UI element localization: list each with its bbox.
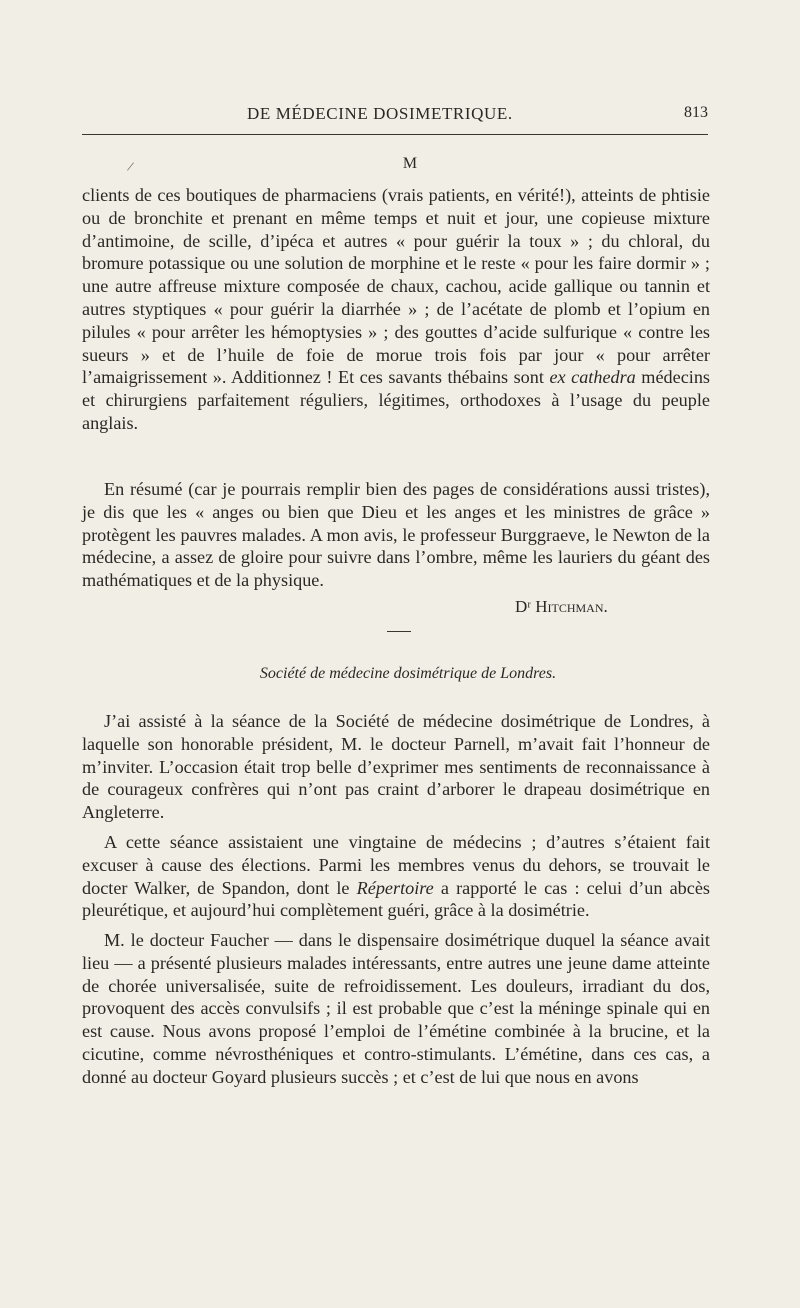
header-rule [82,134,708,135]
paragraph-4-text-b: a rapporté le cas : celui d’un abcès pleurétique, et aujourd’hui complètement guéri, grâce à la dosimétrie. [82,877,711,921]
page-number: 813 [684,104,708,121]
author-signature: Dʳ Hitchman. [515,597,608,616]
section-separator [387,631,411,632]
paragraph-1-italic: ex cathedra [549,367,636,388]
section-title: Société de médecine dosimétrique de Londres. [259,665,557,682]
paragraph-1 [82,184,710,435]
paragraph-5: M. le docteur Faucher — dans le dispensaire dosimétrique duquel la séance avait lieu — a présenté plusieurs malades intéressants, entre autres une jeune dame atteinte de chorée universalisée, suite de refroidissement. Les douleurs, irradiant du dos, provoquent des accès convulsifs ; il est probable que c’est la méninge spinale qui en est cause. Nous avons proposé l’emploi de l’émétine combinée à la brucine, et la cicutine, comme névrosthéniques et contro-stimulants. L’émétine, dans ces cas, a donné au docteur Goyard plusieurs succès ; et c’est de lui que nous en avons [82,930,710,1087]
page-header [82,104,708,128]
section-letter: M [402,155,418,172]
paragraph-4-text-a: A cette séance assistaient une vingtaine de médecins ; d’autres s’étaient fait excuser à cause des élections. Parmi les membres venus du dehors, se trouvait le docter Walker, de Spandon, dont le [82,832,710,898]
paragraph-3: J’ai assisté à la séance de la Société de médecine dosimétrique de Londres, à laquelle son honorable président, M. le docteur Parnell, m’avait fait l’honneur de m’inviter. L’occasion était trop belle d’exprimer mes sentiments de reconnaissance à de courageux confrères qui n’ont pas craint d’arborer le drapeau dosimétrique en Angleterre. [82,711,710,823]
paragraph-2: En résumé (car je pourrais remplir bien des pages de considérations aussi tristes), je dis que les « anges ou bien que Dieu et les anges et les ministres de grâce » protègent les pauvres malades. A mon avis, le professeur Burggraeve, le Newton de la médecine, a assez de gloire pour suivre dans l’ombre, même les lauriers du géant des mathématiques et de la physique. [82,479,710,591]
paragraph-4 [82,831,710,922]
running-title: DE MÉDECINE DOSIMETRIQUE. [247,104,513,123]
margin-pencil-mark: / [125,159,135,176]
paragraph-1-text-b: médecins et chirurgiens parfaitement réguliers, légitimes, orthodoxes à l’usage du peuple anglais. [82,367,710,433]
paragraph-4-italic: Répertoire [356,877,434,898]
paragraph-1-text-a: clients de ces boutiques de pharmaciens (vrais patients, en vérité!), atteints de phtisie ou de bronchite et prenant en même temps et nuit et jour, une copieuse mixture d’antimoine, de scille, d’ipéca et autres « pour guérir la toux » ; du chloral, du bromure potassique ou une solution de morphine et le reste « pour les faire dormir » ; une autre affreuse mixture composée de chaux, cachou, acide gallique ou tannin et autres styptiques « pour guérir la diarrhée » ; de l’acétate de plomb et l’opium en pilules « pour arrêter les hémoptysies » ; des gouttes d’acide sulfurique « contre les sueurs » et de l’huile de foie de morue trois fois par jour « pour arrêter l’amaigrissement ». Additionnez ! Et ces savants thébains sont [82,185,710,388]
signature-line [82,597,710,620]
